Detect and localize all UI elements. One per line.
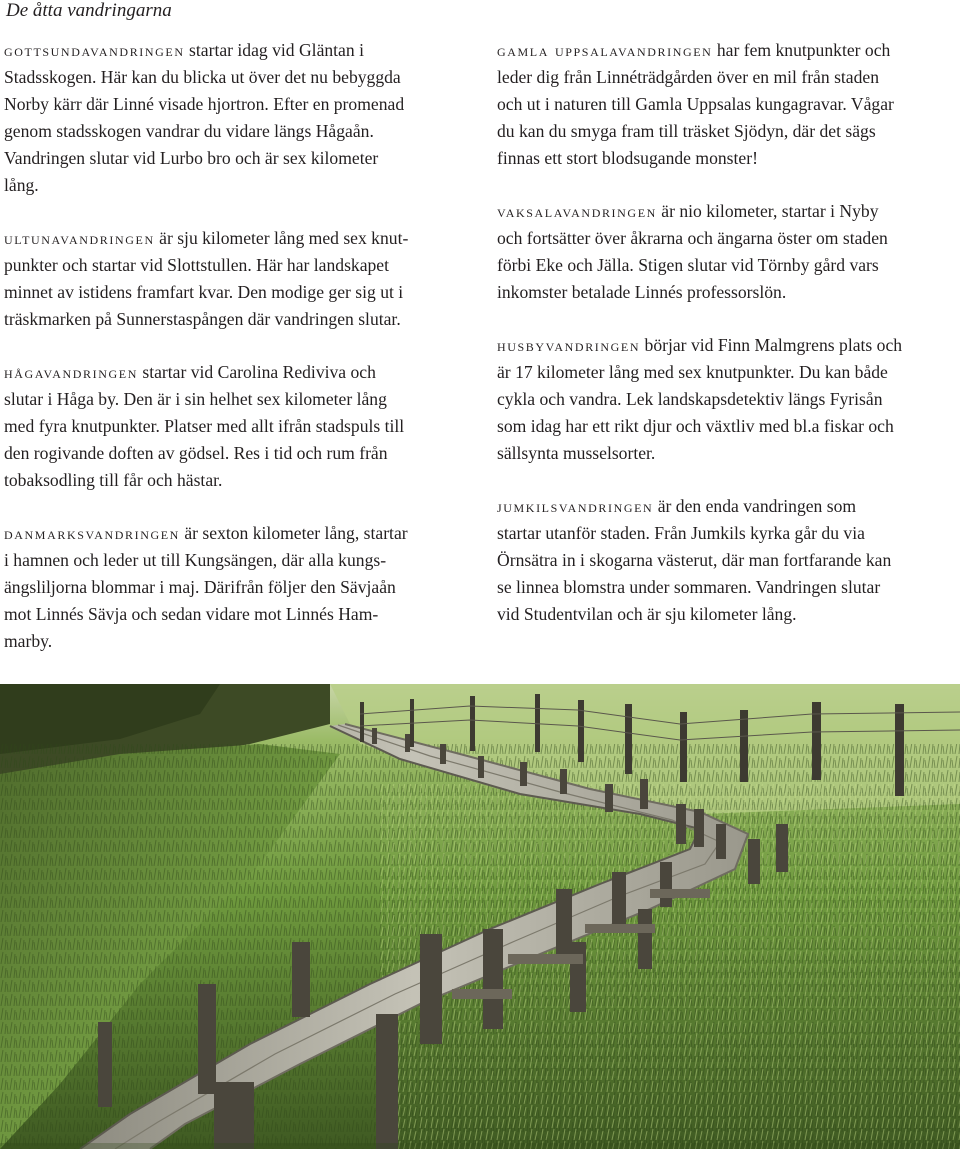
paragraph-danmarks (4, 520, 474, 655)
line: Örnsätra in i skogarna västerut, där man fortfarande kan (497, 550, 892, 570)
line: leder dig från Linnéträdgården över en mil från staden (497, 67, 880, 87)
route-name: jumkilsvandringen (497, 496, 654, 516)
paragraph-haga (4, 359, 474, 494)
line: punkter och startar vid Slottstullen. Här har landskapet (4, 255, 390, 275)
line: är den enda vandringen som (657, 496, 857, 516)
paragraph-gottsunda (4, 37, 474, 199)
line: startar vid Carolina Rediviva och (142, 362, 376, 382)
route-name: hågavandringen (4, 362, 138, 382)
line: slutar i Håga by. Den är i sin helhet sex kilometer lång (4, 389, 387, 409)
line: är 17 kilometer lång med sex knutpunkter. Du kan både (497, 362, 888, 382)
route-name: husbyvandringen (497, 335, 641, 355)
route-name: danmarksvandringen (4, 523, 180, 543)
line: finnas ett stort blodsugande monster! (497, 148, 758, 168)
line: minnet av istidens framfart kvar. Den modige ger sig ut i (4, 282, 404, 302)
line: vid Studentvilan och är sju kilometer lång. (497, 604, 797, 624)
line: träskmarken på Sunnerstaspången där vandringen slutar. (4, 309, 401, 329)
route-name: ultunavandringen (4, 228, 155, 248)
line: i hamnen och leder ut till Kungsängen, där alla kungs- (4, 550, 387, 570)
line: mot Linnés Sävja och sedan vidare mot Linnés Ham- (4, 604, 379, 624)
line: lång. (4, 175, 39, 195)
line: som idag har ett rikt djur och växtliv med bl.a fiskar och (497, 416, 894, 436)
line: se linnea blomstra under sommaren. Vandringen slutar (497, 577, 881, 597)
route-name: gottsundavandringen (4, 40, 185, 60)
paragraph-ultuna (4, 225, 474, 333)
paragraph-husby (497, 332, 959, 467)
line: Stadsskogen. Här kan du blicka ut över det nu bebyggda (4, 67, 401, 87)
paragraph-gamla-uppsala (497, 37, 959, 172)
line: inkomster betalade Linnés professorslön. (497, 282, 787, 302)
line: sällsynta musselsorter. (497, 443, 656, 463)
boardwalk-meadow-photo (0, 684, 960, 1149)
paragraph-vaksala (497, 198, 959, 306)
route-name: gamla uppsalavandringen (497, 40, 713, 60)
line: du kan du smyga fram till träsket Sjödyn, där det sägs (497, 121, 876, 141)
line: genom stadsskogen vandrar du vidare längs Hågaån. (4, 121, 374, 141)
boardwalk-photo-icon (0, 684, 960, 1149)
left-column (4, 37, 474, 681)
line: cykla och vandra. Lek landskapsdetektiv längs Fyrisån (497, 389, 883, 409)
line: startar utanför staden. Från Jumkils kyrka går du via (497, 523, 865, 543)
right-column (497, 37, 959, 654)
line: är sju kilometer lång med sex knut- (159, 228, 409, 248)
line: med fyra knutpunkter. Platser med allt ifrån stadspuls till (4, 416, 405, 436)
line: marby. (4, 631, 53, 651)
line: startar idag vid Gläntan i (189, 40, 364, 60)
line: och ut i naturen till Gamla Uppsalas kungagravar. Vågar (497, 94, 894, 114)
line: den rogivande doften av gödsel. Res i tid och rum från (4, 443, 388, 463)
line: börjar vid Finn Malmgrens plats och (644, 335, 903, 355)
running-head: De åtta vandringarna (6, 0, 172, 21)
route-name: vaksalavandringen (497, 201, 657, 221)
line: förbi Eke och Jälla. Stigen slutar vid Törnby gård vars (497, 255, 879, 275)
line: har fem knutpunkter och (716, 40, 891, 60)
line: Norby kärr där Linné visade hjortron. Efter en promenad (4, 94, 405, 114)
paragraph-jumkil (497, 493, 959, 628)
line: och fortsätter över åkrarna och ängarna öster om staden (497, 228, 888, 248)
line: är nio kilometer, startar i Nyby (661, 201, 879, 221)
line: är sexton kilometer lång, startar (184, 523, 408, 543)
line: tobaksodling till får och hästar. (4, 470, 223, 490)
line: ängsliljorna blommar i maj. Därifrån följer den Sävjaån (4, 577, 396, 597)
line: Vandringen slutar vid Lurbo bro och är sex kilometer (4, 148, 379, 168)
